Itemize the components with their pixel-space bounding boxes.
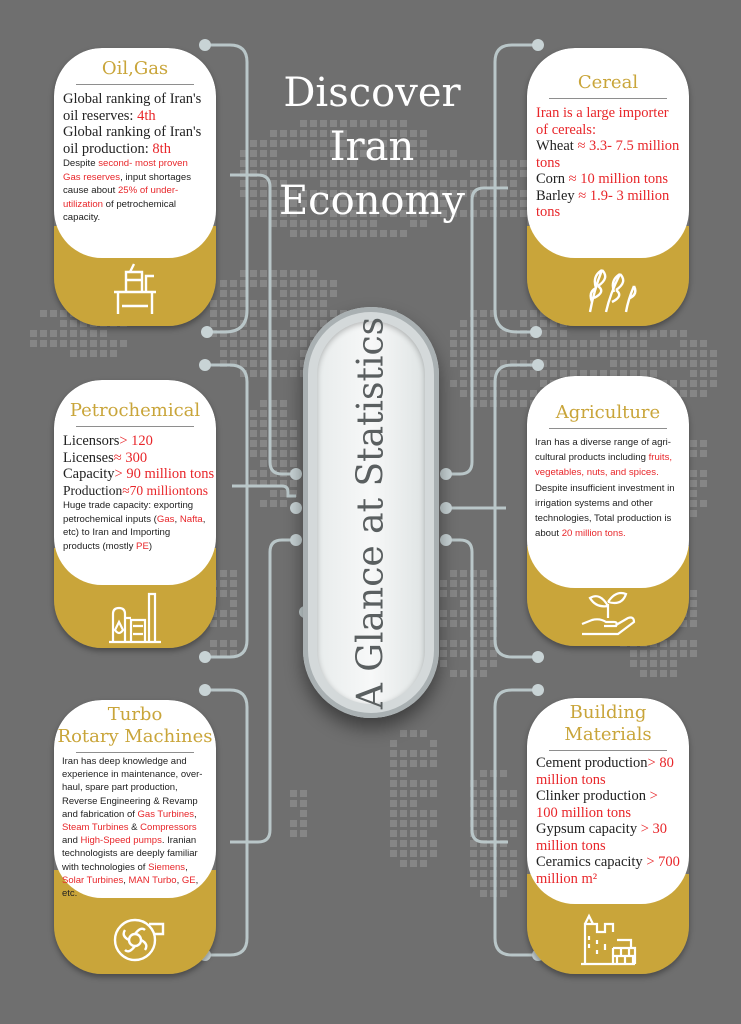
- agriculture-note: Iran has a diverse range of agri-cultural products including fruits, vegetables, nuts, and spices. Despite insufficient investment in irrigation systems and other technologies, Total production is about 20 million tons.: [535, 437, 675, 540]
- factory-bricks-icon: [577, 910, 639, 966]
- oil-rig-icon: [108, 262, 162, 318]
- card-petrochemical: [54, 380, 216, 648]
- oil-reserves-rank: Global ranking of Iran's oil reserves: 4th: [63, 91, 202, 124]
- center-pill: [303, 307, 439, 718]
- card-cereal: [527, 48, 689, 326]
- production-stat: Production≈70 milliontons: [63, 482, 209, 498]
- card-title: Agriculture: [555, 402, 661, 423]
- licensors-stat: Licensors> 120: [63, 433, 153, 449]
- capacity-stat: Capacity> 90 million tons: [63, 466, 215, 482]
- cereal-intro: Iran is a large importer of cereals:: [536, 105, 669, 138]
- title-line-1: Discover: [283, 70, 461, 116]
- ceramics-stat: Ceramics capacity > 700 million m²: [536, 854, 680, 887]
- barley-stat: Barley ≈ 1.9- 3 million tons: [536, 187, 670, 220]
- turbine-icon: [105, 910, 165, 966]
- title-line-3: Economy: [278, 178, 466, 224]
- card-title: Oil,Gas: [101, 58, 169, 79]
- gypsum-stat: Gypsum capacity > 30 million tons: [536, 821, 668, 854]
- card-oil-gas: [54, 48, 216, 326]
- plant-in-hand-icon: [578, 588, 638, 638]
- card-title: Turbo Rotary Machines: [57, 704, 213, 747]
- oil-gas-note: Despite second- most proven Gas reserves, input shortages cause about 25% of under-utilization of petrochemical capacity.: [63, 158, 191, 224]
- card-title: Building Materials: [564, 702, 652, 745]
- card-title: Petrochemical: [69, 400, 201, 421]
- card-agriculture: [527, 376, 689, 646]
- corn-stat: Corn ≈ 10 million tons: [536, 171, 669, 187]
- turbo-note: Iran has deep knowledge and experience in maintenance, over-haul, spare part production, Reverse Engineering & Revamp and fabrication of Gas Turbines, Steam Turbines & Compressors and High-Speed pumps. Iranian technologists are deeply familiar with technologies of Siemens, Solar Turbines, MAN Turbo, GE, etc.: [62, 756, 203, 900]
- card-building-materials: [527, 698, 689, 974]
- petrochemical-plant-icon: [105, 588, 165, 644]
- oil-production-rank: Global ranking of Iran's oil production: 8th: [63, 124, 202, 157]
- licenses-stat: Licenses≈ 300: [63, 449, 148, 466]
- card-title: Cereal: [577, 72, 639, 93]
- clinker-stat: Clinker production > 100 million tons: [536, 788, 658, 821]
- page-title: [262, 66, 482, 228]
- wheat-stat: Wheat ≈ 3.3- 7.5 million tons: [536, 138, 680, 171]
- card-turbo-machines: [54, 700, 216, 974]
- wheat-icon: [576, 260, 640, 314]
- petro-note: Huge trade capacity: exporting petrochemical inputs (Gas, Nafta, etc) to Iran and Importing products (mostly PE): [63, 500, 206, 552]
- center-label: A Glance at Statistics: [350, 316, 392, 709]
- title-line-2: Iran: [329, 124, 415, 170]
- cement-stat: Cement production> 80 million tons: [536, 755, 674, 788]
